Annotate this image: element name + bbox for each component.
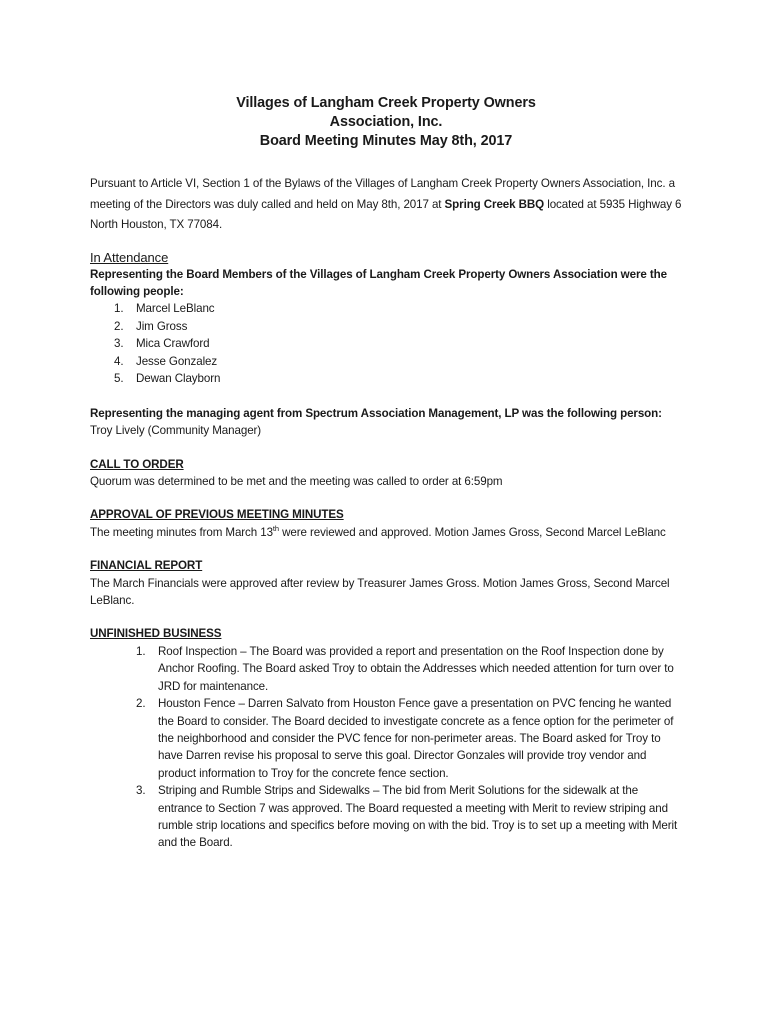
business-item-text: Houston Fence – Darren Salvato from Houston Fence gave a presentation on PVC fencing he wanted the Board to consider. The Board decided to investigate concrete as a fence option for the perimeter of the neighborhood and consider the PVC fence for non-perimeter areas. The Board asked for Troy to have Darren revise his proposal to serve this goal. Director Gonzales will provide troy vendor and product information to Troy for the concrete fence section. (158, 697, 674, 780)
intro-paragraph (90, 174, 682, 236)
approval-superscript: th (272, 523, 279, 533)
list-item (114, 353, 682, 371)
title-line-3: Board Meeting Minutes May 8th, 2017 (259, 133, 513, 149)
approval-text-after: were reviewed and approved. Motion James Gross, Second Marcel LeBlanc (278, 525, 666, 539)
approval-text (90, 524, 682, 541)
unfinished-business-section (90, 625, 682, 851)
list-item (136, 782, 682, 852)
financial-section (90, 557, 682, 609)
intro-venue: Spring Creek BBQ (444, 197, 545, 211)
approval-heading: APPROVAL OF PREVIOUS MEETING MINUTES (90, 508, 344, 522)
managing-agent-intro: Representing the managing agent from Spectrum Association Management, LP was the following person: (90, 406, 662, 420)
managing-agent-name: Troy Lively (Community Manager) (90, 424, 262, 438)
approval-section (90, 506, 682, 541)
list-item (114, 300, 682, 318)
member-name: Dewan Clayborn (136, 372, 221, 386)
member-name: Jim Gross (136, 319, 188, 333)
intro-text-before: Pursuant to Article VI, Section 1 of the Bylaws of the Villages of Langham Creek Property Owners Association, Inc. a meeting of the Directors was duly called and held on May 8th, 2017 at (90, 177, 675, 211)
list-number: 5. (114, 372, 124, 386)
call-to-order-text: Quorum was determined to be met and the meeting was called to order at 6:59pm (90, 475, 503, 489)
call-to-order-section (90, 456, 682, 491)
list-item (136, 643, 682, 695)
list-number: 2. (136, 697, 146, 711)
list-number: 3. (114, 337, 124, 351)
intro-text-after: located at 5935 Highway 6 North Houston, TX 77084. (90, 197, 682, 231)
list-number: 1. (136, 644, 146, 658)
list-number: 3. (136, 784, 146, 798)
approval-text-before: The meeting minutes from March 13 (90, 525, 273, 539)
title-line-1: Villages of Langham Creek Property Owners (236, 95, 536, 111)
list-item (114, 318, 682, 336)
business-item-text: Striping and Rumble Strips and Sidewalks – The bid from Merit Solutions for the sidewalk at the entrance to Section 7 was approved. The Board requested a meeting with Merit to review striping and rumble strip locations and specifics before moving on with the bid. Troy is to set up a meeting with Merit and the Board. (158, 784, 678, 850)
list-number: 1. (114, 302, 124, 316)
list-item (136, 695, 682, 782)
document-page (90, 94, 682, 852)
member-name: Mica Crawford (136, 337, 210, 351)
financial-text: The March Financials were approved after review by Treasurer James Gross. Motion James Gross, Second Marcel LeBlanc. (90, 576, 670, 608)
board-members-list (90, 300, 682, 388)
list-item (114, 370, 682, 388)
attendance-heading: In Attendance (90, 249, 169, 265)
member-name: Jesse Gonzalez (136, 354, 218, 368)
call-to-order-heading: CALL TO ORDER (90, 457, 184, 471)
unfinished-business-list (90, 643, 682, 852)
financial-heading: FINANCIAL REPORT (90, 559, 203, 573)
list-number: 4. (114, 354, 124, 368)
member-name: Marcel LeBlanc (136, 302, 215, 316)
list-number: 2. (114, 319, 124, 333)
document-title (90, 94, 682, 151)
business-item-text: Roof Inspection – The Board was provided a report and presentation on the Roof Inspection done by Anchor Roofing. The Board asked Troy to obtain the Addresses which needed attention for turn over to JRD for maintenance. (158, 644, 674, 693)
list-item (114, 335, 682, 353)
unfinished-business-heading: UNFINISHED BUSINESS (90, 627, 222, 641)
board-members-intro: Representing the Board Members of the Villages of Langham Creek Property Owners Association were the following people: (90, 267, 667, 298)
title-line-2: Association, Inc. (329, 114, 443, 130)
